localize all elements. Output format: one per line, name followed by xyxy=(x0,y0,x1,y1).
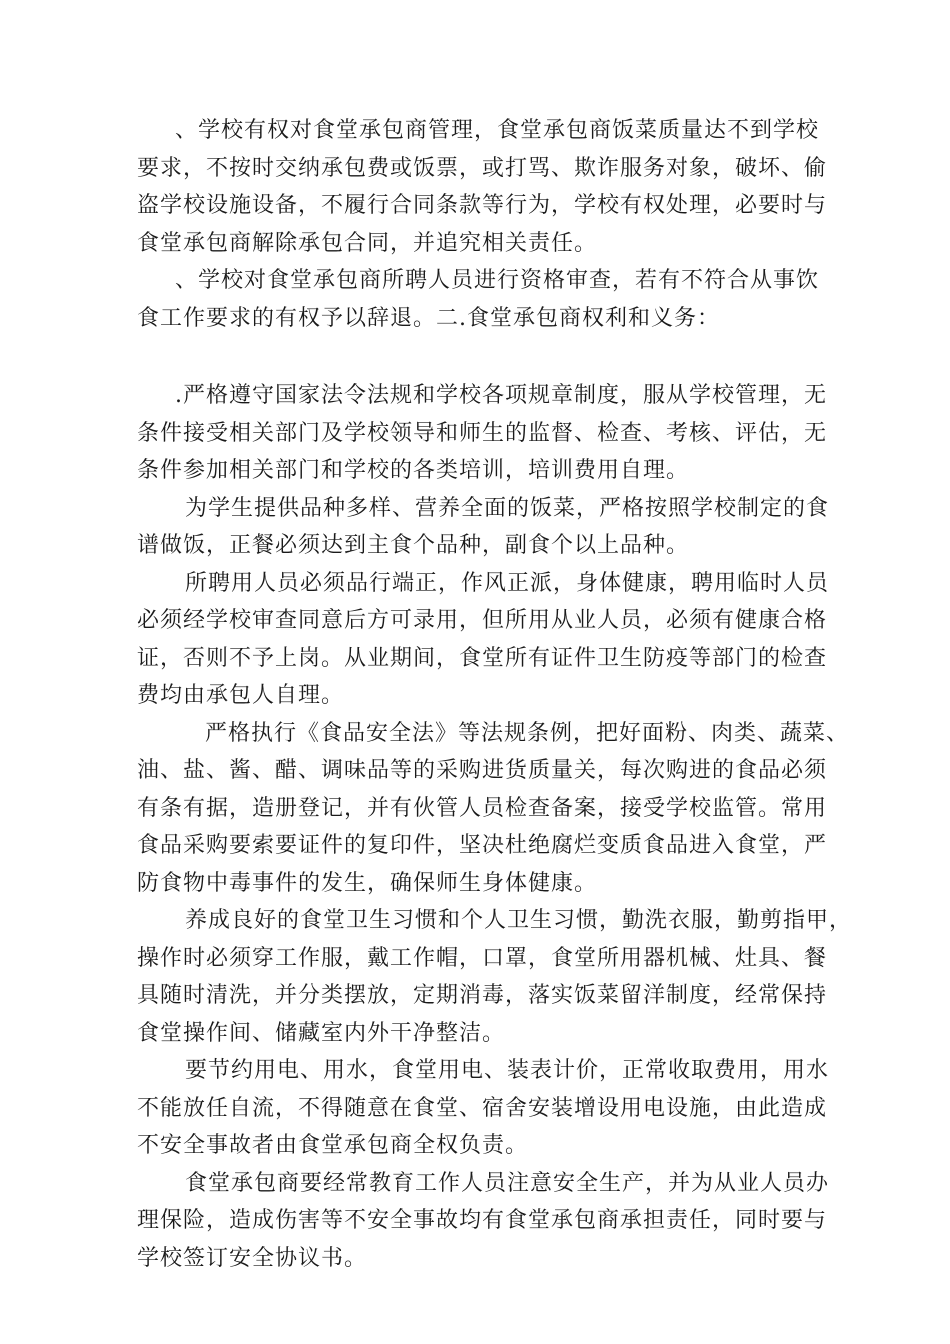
text-line: 操作时必须穿工作服，戴工作帽，口罩，食堂所用器机械、灶具、餐 xyxy=(137,945,828,971)
text-line: 、学校对食堂承包商所聘人员进行资格审查，若有不符合从事饮 xyxy=(175,268,820,293)
text-line: 养成良好的食堂卫生习惯和个人卫生习惯，勤洗衣服，勤剪指甲， xyxy=(185,908,853,933)
text-line: 要节约用电、用水，食堂用电、装表计价，正常收取费用，用水 xyxy=(185,1058,830,1083)
paragraph-qualification-review xyxy=(137,262,827,337)
text-line: 食工作要求的有权予以辞退。二.食堂承包商权利和义务： xyxy=(137,305,720,331)
text-line: 具随时清洗，并分类摆放，定期消毒，落实饭菜留洋制度，经常保持 xyxy=(137,983,828,1008)
paragraph-meal-variety xyxy=(137,490,830,565)
text-line: 理保险，造成伤害等不安全事故均有食堂承包商承担责任，同时要与 xyxy=(137,1208,828,1233)
paragraph-staff-hiring xyxy=(137,565,830,715)
text-line: 为学生提供品种多样、营养全面的饭菜，严格按照学校制定的食 xyxy=(185,495,830,521)
text-line: 要求，不按时交纳承包费或饭票，或打骂、欺诈服务对象，破坏、偷 xyxy=(137,155,828,181)
text-line: 费均由承包人自理。 xyxy=(137,683,345,708)
text-line: 油、盐、酱、醋、调味品等的采购进货质量关，每次购进的食品必须 xyxy=(137,758,828,783)
text-line: 所聘用人员必须品行端正，作风正派，身体健康，聘用临时人员 xyxy=(185,570,830,596)
paragraph-hygiene xyxy=(137,902,853,1052)
text-line: 严格执行《食品安全法》等法规条例，把好面粉、肉类、蔬菜、 xyxy=(205,720,850,746)
text-line: .严格遵守国家法令法规和学校各项规章制度，服从学校管理，无 xyxy=(175,383,827,408)
text-line: 防食物中毒事件的发生，确保师生身体健康。 xyxy=(137,870,598,896)
text-line: 盗学校设施设备，不履行合同条款等行为，学校有权处理，必要时与 xyxy=(137,193,828,218)
text-line: 食堂承包商解除承包合同，并追究相关责任。 xyxy=(137,230,598,256)
paragraph-school-rights xyxy=(137,112,827,262)
paragraph-gap xyxy=(137,337,827,377)
text-line: 谱做饭，正餐必须达到主食个品种，副食个以上品种。 xyxy=(137,533,690,558)
paragraph-safety-insurance xyxy=(137,1165,830,1278)
text-line: 条件接受相关部门及学校领导和师生的监督、检查、考核、评估，无 xyxy=(137,420,828,446)
paragraph-obey-rules xyxy=(137,377,827,490)
text-line: 有条有据，造册登记，并有伙管人员检查备案，接受学校监管。常用 xyxy=(137,795,828,821)
text-line: 食品采购要索要证件的复印件，坚决杜绝腐烂变质食品进入食堂，严 xyxy=(137,833,828,858)
text-line: 条件参加相关部门和学校的各类培训，培训费用自理。 xyxy=(137,458,690,483)
text-line: 不安全事故者由食堂承包商全权负责。 xyxy=(137,1133,529,1158)
text-line: 不能放任自流，不得随意在食堂、宿舍安装增设用电设施，由此造成 xyxy=(137,1095,828,1121)
text-line: 、学校有权对食堂承包商管理，食堂承包商饭菜质量达不到学校 xyxy=(175,118,820,143)
paragraph-utilities xyxy=(137,1052,830,1165)
text-line: 食堂承包商要经常教育工作人员注意安全生产，并为从业人员办 xyxy=(185,1170,830,1196)
text-line: 食堂操作间、储藏室内外干净整洁。 xyxy=(137,1020,506,1046)
text-line: 必须经学校审查同意后方可录用，但所用从业人员，必须有健康合格 xyxy=(137,608,828,633)
paragraph-food-safety xyxy=(137,715,850,903)
document-page xyxy=(137,112,853,1277)
text-line: 证，否则不予上岗。从业期间，食堂所有证件卫生防疫等部门的检查 xyxy=(137,645,828,671)
text-line: 学校签订安全协议书。 xyxy=(137,1245,368,1271)
